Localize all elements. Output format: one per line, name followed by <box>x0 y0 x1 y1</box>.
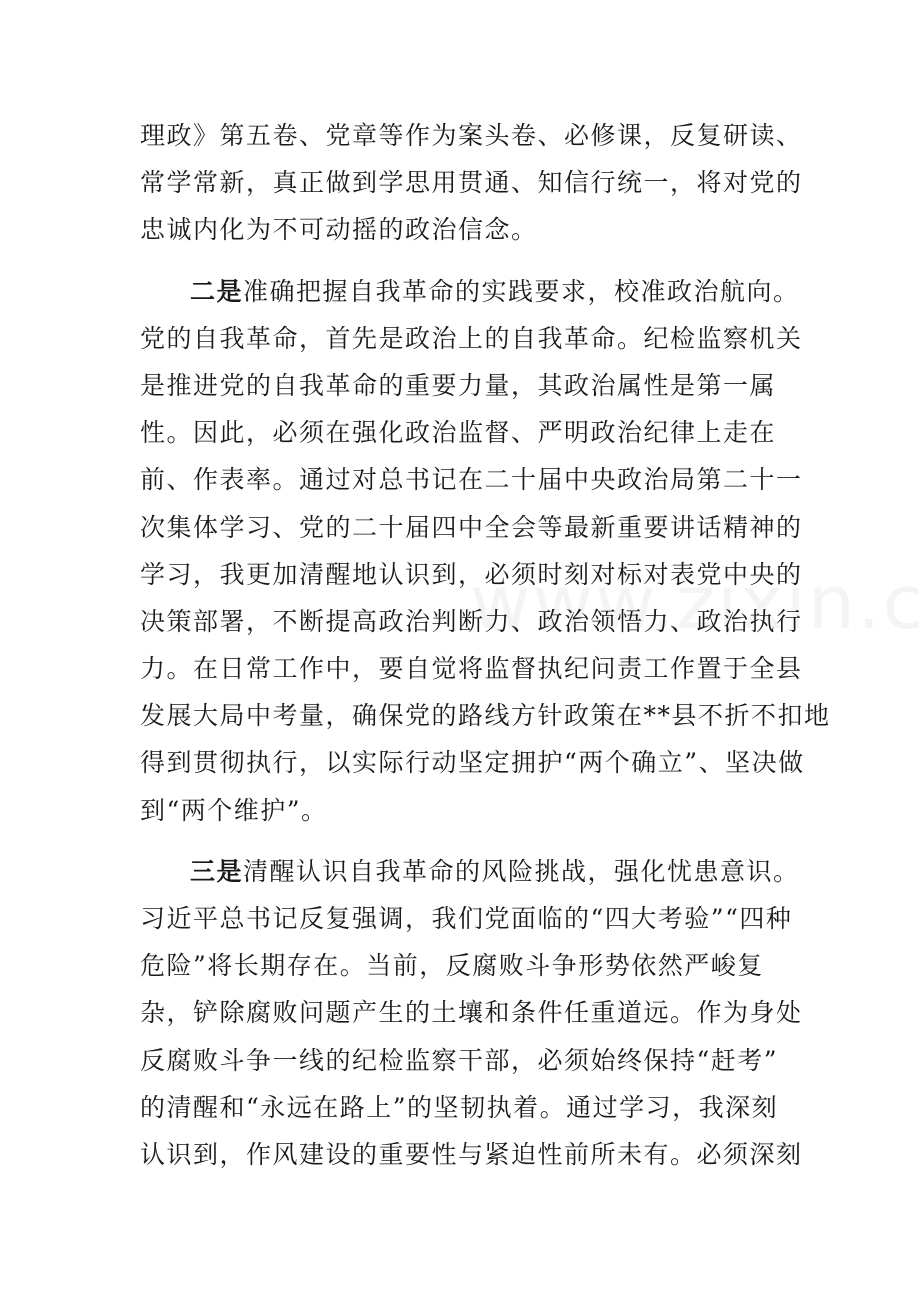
document-body <box>140 112 831 1178</box>
text-line: 得到贯彻执行，以实际行动坚定拥护“两个确立”、坚决做 <box>140 748 805 778</box>
paragraph-gap <box>140 834 790 848</box>
text-line: 杂，铲除腐败问题产生的土壤和条件任重道远。作为身处 <box>140 998 803 1028</box>
text-line: 力。在日常工作中，要自觉将监督执纪问责工作置于全县 <box>140 654 803 684</box>
text-line: 习近平总书记反复强调，我们党面临的“四大考验”“四种 <box>140 904 793 933</box>
text-line: 前、作表率。通过对总书记在二十届中央政治局第二十一 <box>140 465 803 495</box>
text-line: 发展大局中考量，确保党的路线方针政策在**县不折不扣地 <box>140 701 831 731</box>
paragraph-3 <box>140 848 803 1178</box>
text-line: 认识到，作风建设的重要性与紧迫性前所未有。必须深刻 <box>140 1139 803 1169</box>
text-line: 是推进党的自我革命的重要力量，其政治属性是第一属 <box>140 370 777 400</box>
text-line: 忠诚内化为不可动摇的政治信念。 <box>140 215 538 245</box>
text-line-first <box>140 848 800 895</box>
text-line: 学习，我更加清醒地认识到，必须时刻对标对表党中央的 <box>140 559 803 589</box>
paragraph-lead: 二是 <box>190 276 244 306</box>
text-line: 理政》第五卷、党章等作为案头卷、必修课，反复研读、 <box>140 121 803 150</box>
paragraph-lead: 三是 <box>190 856 244 886</box>
text-line: 决策部署，不断提高政治判断力、政治领悟力、政治执行 <box>140 606 803 636</box>
paragraph-2 <box>140 268 831 834</box>
text-line: 反腐败斗争一线的纪检监察干部，必须始终保持“赶考” <box>140 1045 779 1075</box>
text-line: 性。因此，必须在强化政治监督、严明政治纪律上走在 <box>140 418 777 448</box>
text-line: 危险”将长期存在。当前，反腐败斗争形势依然严峻复 <box>140 951 764 981</box>
paragraph-heading-text: 清醒认识自我革命的风险挑战，强化忧患意识。 <box>243 856 800 886</box>
text-line: 次集体学习、党的二十届四中全会等最新重要讲话精神的 <box>140 512 803 542</box>
text-line: 党的自我革命，首先是政治上的自我革命。纪检监察机关 <box>140 323 803 353</box>
text-line: 到“两个维护”。 <box>140 795 328 825</box>
paragraph-1 <box>140 112 803 254</box>
paragraph-heading-text: 准确把握自我革命的实践要求，校准政治航向。 <box>243 276 800 306</box>
text-line: 常学常新，真正做到学思用贯通、知信行统一，将对党的 <box>140 168 803 198</box>
text-line: 的清醒和“永远在路上”的坚韧执着。通过学习，我深刻 <box>140 1092 779 1122</box>
paragraph-gap <box>140 254 790 268</box>
text-line-first <box>140 268 800 315</box>
